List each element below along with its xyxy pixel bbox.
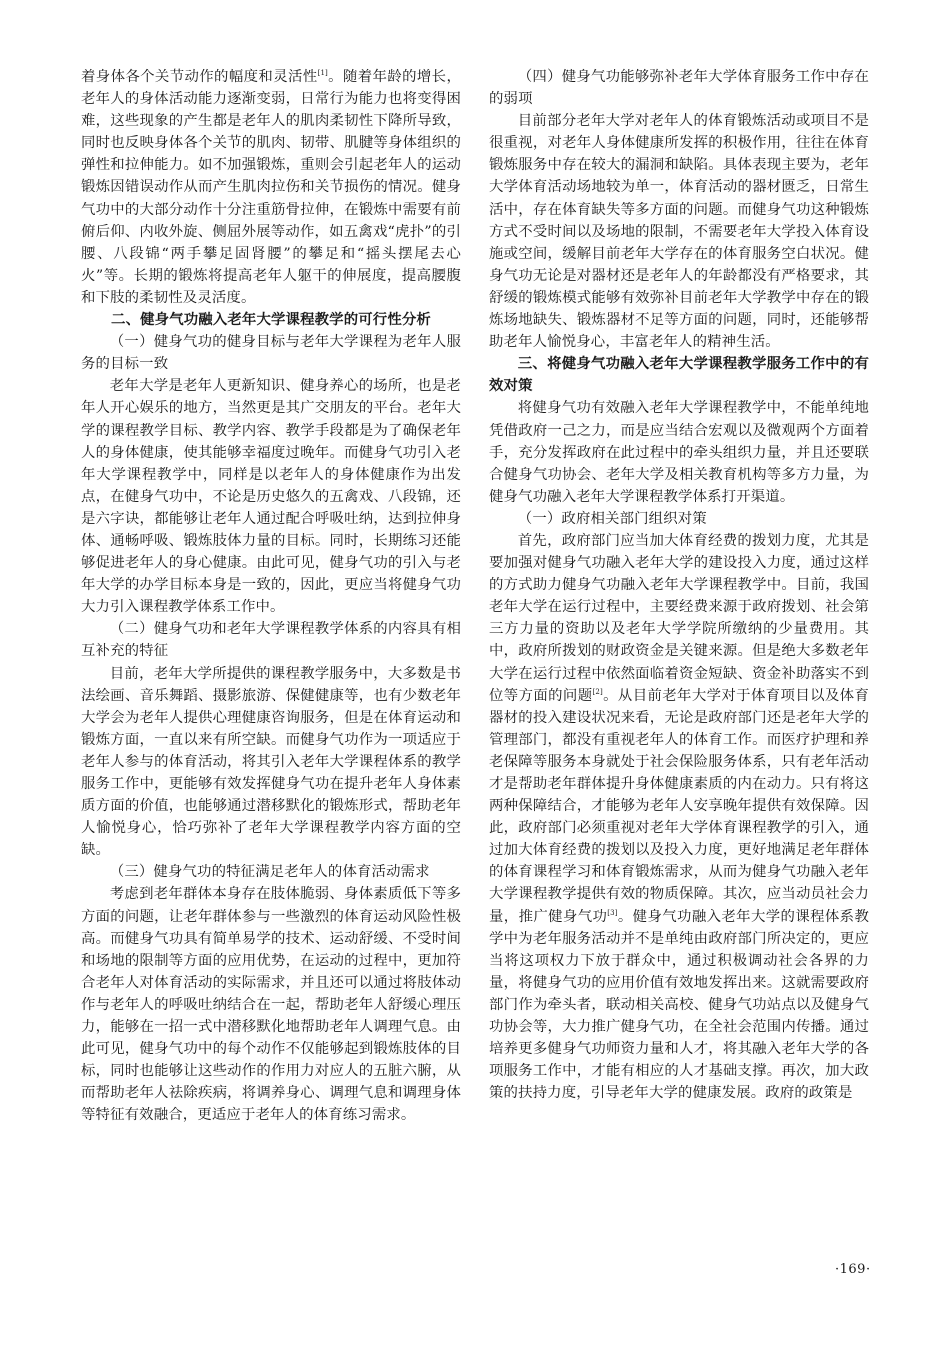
body-text: 。从目前老年大学对于体育项目以及体育器材的投入建设状况来看，无论是政府部门还是老年大学的管理部门，都没有重视老年人的体育工作。而医疗护理和养老保障等服务本身就处于社会保险服务体系，只有老年活动才是帮助老年群体提升身体健康素质的内在动力。只有将这两种保障结合，才能够为老年人安享晚年提供有效保障。因此，政府部门必须重视对老年大学体育课程教学的引入，通过加大体育经费的拨划以及投入力度，更好地满足老年群体的体育课程学习和体育锻炼需求，从而为健身气功融入老年大学课程教学提供有效的物质保障。其次，应当动员社会力量，推广健身气功 xyxy=(489,687,869,925)
subsection-heading: （四）健身气功能够弥补老年大学体育服务工作中存在的弱项 xyxy=(489,69,869,108)
paragraph: 老年大学是老年人更新知识、健身养心的场所，也是老年人开心娱乐的地方，当然更是其广交朋友的平台。老年大学的课程教学目标、教学内容、教学手段都是为了确保老年人的身体健康，使其能够幸福度过晚年。而健身气功引入老年大学课程教学中，同样是以老年人的身体健康作为出发点，在健身气功中，不论是历史悠久的五禽戏、八段锦，还是六字诀，都能够让老年人通过配合呼吸吐纳，达到拉伸身体、通畅呼吸、锻炼肢体力量的目标。同时，长期练习还能够促进老年人的身心健康。由此可见，健身气功的引入与老年大学的办学目标本身是一致的，因此，更应当将健身气功大力引入课程教学体系工作中。 xyxy=(81,378,461,616)
body-text: 着身体各个关节动作的幅度和灵活性 xyxy=(81,69,318,85)
paragraph: 目前部分老年大学对老年人的体育锻炼活动或项目不是很重视，对老年人身体健康所发挥的积极作用，往往在体育锻炼服务中存在较大的漏洞和缺陷。具体表现主要为，老年大学体育活动场地较为单一，体育活动的器材匮乏，日常生活中，存在体育缺失等多方面的问题。而健身气功这种锻炼方式不受时间以及场地的限制，不需要老年大学投入体育设施或空间，缓解目前老年大学存在的体育服务空白状况。健身气功无论是对器材还是老年人的年龄都没有严格要求，其舒缓的锻炼模式能够有效弥补目前老年大学教学中存在的锻炼场地缺失、锻炼器材不足等方面的问题，同时，还能够帮助老年人愉悦身心，丰富老年人的精神生活。 xyxy=(489,113,869,351)
paragraph xyxy=(489,530,869,1104)
paragraph: 考虑到老年群体本身存在肢体脆弱、身体素质低下等多方面的问题，让老年群体参与一些激烈的体育运动风险性极高。而健身气功具有简单易学的技术、运动舒缓、不受时间和场地的限制等方面的应用优势，在运动的过程中，更加符合老年人对体育活动的实际需求，并且还可以通过将肢体动作与老年人的呼吸吐纳结合在一起，帮助老年人舒缓心理压力，能够在一招一式中潜移默化地帮助老年人调理气息。由此可见，健身气功中的每个动作不仅能够起到锻炼肢体的目标，同时也能够让这些动作的作用力对应人的五脏六腑，从而帮助老年人祛除疾病，将调养身心、调理气息和调理身体等特征有效融合，更适应于老年人的体育练习需求。 xyxy=(81,886,461,1124)
citation-ref: [1] xyxy=(317,69,328,78)
citation-ref: [2] xyxy=(592,687,603,696)
subsection-heading: （二）健身气功和老年大学课程教学体系的内容具有相互补充的特征 xyxy=(81,621,461,660)
section-heading: 二、健身气功融入老年大学课程教学的可行性分析 xyxy=(111,311,431,329)
right-column xyxy=(489,66,869,1104)
paragraph: 将健身气功有效融入老年大学课程教学中，不能单纯地凭借政府一己之力，而是应当结合宏观以及微观两个方面着手，充分发挥政府在此过程中的牵头组织力量，并且还要联合健身气功协会、老年大学及相关教育机构等多方力量，为健身气功融入老年大学课程教学体系打开渠道。 xyxy=(489,400,869,505)
paragraph xyxy=(81,66,461,309)
subsection-heading: （一）健身气功的健身目标与老年大学课程为老年人服务的目标一致 xyxy=(81,334,461,373)
section-heading: 三、将健身气功融入老年大学课程教学服务工作中的有效对策 xyxy=(489,355,869,395)
page-number: ·169· xyxy=(835,1262,871,1277)
citation-ref: [3] xyxy=(607,908,618,917)
body-text: 。随着年龄的增长，老年人的身体活动能力逐渐变弱，日常行为能力也将变得困难，这些现象的产生都是老年人的肌肉柔韧性下降所导致，同时也反映身体各个关节的肌肉、韧带、肌腱等身体组织的弹性和拉伸能力。如不加强锻炼，重则会引起老年人的运动锻炼因错误动作从而产生肌肉拉伤和关节损伤的情况。健身气功中的大部分动作十分注重筋骨拉伸，在锻炼中需要有前俯后仰、内收外旋、侧屈外展等动作，如五禽戏“虎扑”的引腰、八段锦“两手攀足固肾腰”的攀足和“摇头摆尾去心火”等。长期的锻炼将提高老年人躯干的伸展度，提高腰腹和下肢的柔韧性及灵活度。 xyxy=(81,69,461,306)
subsection-heading: （一）政府相关部门组织对策 xyxy=(517,510,707,527)
subsection-heading: （三）健身气功的特征满足老年人的体育活动需求 xyxy=(109,864,430,881)
body-text: 首先，政府部门应当加大体育经费的拨划力度，尤其是要加强对健身气功融入老年大学的建设投入力度，通过这样的方式助力健身气功融入老年大学课程教学中。目前，我国老年大学在运行过程中，主要经费来源于政府拨划、社会第三方力量的资助以及老年大学学院所缴纳的少量费用。其中，政府所拨划的财政资金是关键来源。但是绝大多数老年大学在运行过程中依然面临着资金短缺、资金补助落实不到位等方面的问题 xyxy=(489,532,869,704)
body-text: 。健身气功融入老年大学的课程体系教学中为老年服务活动并不是单纯由政府部门所决定的，更应当将这项权力下放于群众中，通过积极调动社会各界的力量，将健身气功的应用价值有效地发挥出来。这就需要政府部门作为牵头者，联动相关高校、健身气功站点以及健身气功协会等，大力推广健身气功，在全社会范围内传播。通过培养更多健身气功师资力量和人才，将其融入老年大学的各项服务工作中，才能有相应的人才基础支撑。再次，加大政策的扶持力度，引导老年大学的健康发展。政府的政策是 xyxy=(489,908,869,1102)
paragraph: 目前，老年大学所提供的课程教学服务中，大多数是书法绘画、音乐舞蹈、摄影旅游、保健健康等，也有少数老年大学会为老年人提供心理健康咨询服务，但是在体育运动和锻炼方面，一直以来有所空缺。而健身气功作为一项适应于老年人参与的体育活动，将其引入老年大学课程体系的教学服务工作中，更能够有效发挥健身气功在提升老年人身体素质方面的价值，也能够通过潜移默化的锻炼形式，帮助老年人愉悦身心，恰巧弥补了老年大学课程教学内容方面的空缺。 xyxy=(81,665,461,859)
left-column xyxy=(81,66,461,1127)
